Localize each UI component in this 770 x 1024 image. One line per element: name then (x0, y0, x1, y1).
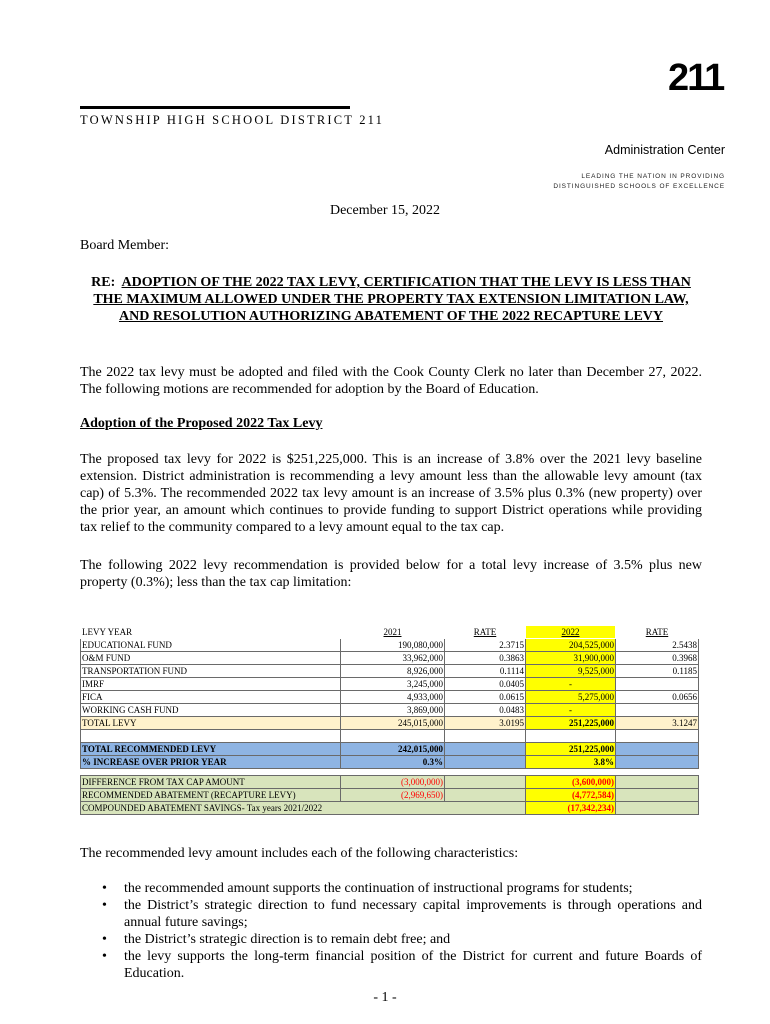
re-prefix: RE: (91, 275, 116, 290)
compounded-row (81, 802, 699, 815)
re-text: ADOPTION OF THE 2022 TAX LEVY, CERTIFICATION THAT THE LEVY IS LESS THAN THE MAXIMUM ALLOWED UNDER THE PROPERTY TAX EXTENSION LIMITATION LAW, AND RESOLUTION AUTHORIZING ABATEMENT OF THE 2022 RECAPTURE LEVY (93, 275, 691, 324)
rate-2022: 0.3968 (616, 652, 699, 665)
value-2022: - (526, 704, 616, 717)
increase-2021: 0.3% (341, 756, 445, 769)
header-2021: 2021 (383, 626, 402, 637)
tagline-line-2: DISTINGUISHED SCHOOLS OF EXCELLENCE (553, 183, 725, 190)
total-levy-row (81, 717, 699, 730)
re-subject (80, 274, 702, 325)
list-item-text: the District’s strategic direction to fund necessary capital improvements is through operations and annual future savings; (124, 898, 702, 930)
spacer-row (81, 730, 699, 743)
recommendation-paragraph: The following 2022 levy recommendation is provided below for a total levy increase of 3.5% plus new property (0.3%); less than the tax cap limitation: (80, 558, 702, 590)
list-item (80, 948, 702, 982)
total-2022: 251,225,000 (526, 717, 616, 730)
characteristics-list (80, 880, 702, 982)
section-heading: Adoption of the Proposed 2022 Tax Levy (80, 416, 323, 431)
total-rate-2021: 3.0195 (445, 717, 526, 730)
difference-label: DIFFERENCE FROM TAX CAP AMOUNT (81, 776, 341, 789)
difference-2022: (3,600,000) (526, 776, 616, 789)
table-row (81, 665, 699, 678)
value-2022: 31,900,000 (526, 652, 616, 665)
list-item-text: the District’s strategic direction is to remain debt free; and (124, 932, 451, 947)
table-row (81, 691, 699, 704)
abatement-2022: (4,772,584) (526, 789, 616, 802)
intro-paragraph: The 2022 tax levy must be adopted and filed with the Cook County Clerk no later than December 27, 2022. The following motions are recommended for adoption by the Board of Education. (80, 365, 702, 397)
fund-label: IMRF (81, 678, 341, 691)
letterhead-rule (80, 106, 350, 109)
list-item-text: the recommended amount supports the continuation of instructional programs for students; (124, 881, 633, 896)
bullet-icon: • (102, 932, 107, 947)
compounded-label: COMPOUNDED ABATEMENT SAVINGS- Tax years 2021/2022 (81, 802, 526, 815)
rate-2021: 0.3863 (445, 652, 526, 665)
value-2021: 3,869,000 (341, 704, 445, 717)
tagline (520, 172, 725, 192)
recommended-2022: 251,225,000 (526, 743, 616, 756)
fund-label: WORKING CASH FUND (81, 704, 341, 717)
list-item (80, 880, 702, 897)
table-row (81, 678, 699, 691)
bullet-icon: • (102, 949, 107, 964)
page-number: - 1 - (373, 990, 397, 1005)
table-row (81, 639, 699, 652)
difference-row (81, 776, 699, 789)
increase-label: % INCREASE OVER PRIOR YEAR (81, 756, 341, 769)
header-rate-2022: RATE (645, 626, 669, 637)
rate-2022: 0.0656 (616, 691, 699, 704)
value-2022: 204,525,000 (526, 639, 616, 652)
difference-2021: (3,000,000) (341, 776, 445, 789)
rate-2021: 0.0483 (445, 704, 526, 717)
list-item (80, 931, 702, 948)
header-rate-2021: RATE (473, 626, 497, 637)
total-label: TOTAL LEVY (81, 717, 341, 730)
bullet-icon: • (102, 898, 107, 913)
increase-row (81, 756, 699, 769)
increase-2022: 3.8% (526, 756, 616, 769)
fund-label: EDUCATIONAL FUND (81, 639, 341, 652)
spacer-row (81, 769, 699, 776)
value-2021: 3,245,000 (341, 678, 445, 691)
tagline-line-1: LEADING THE NATION IN PROVIDING (581, 173, 725, 180)
header-2022: 2022 (526, 626, 616, 639)
fund-label: FICA (81, 691, 341, 704)
rate-2021: 0.0405 (445, 678, 526, 691)
abatement-row (81, 789, 699, 802)
value-2021: 4,933,000 (341, 691, 445, 704)
rate-2022: 0.1185 (616, 665, 699, 678)
fund-label: O&M FUND (81, 652, 341, 665)
recommended-2021: 242,015,000 (341, 743, 445, 756)
compounded-2022: (17,342,234) (526, 802, 616, 815)
characteristics-intro: The recommended levy amount includes each of the following characteristics: (80, 846, 519, 861)
header-levy-year: LEVY YEAR (82, 626, 133, 637)
office-name: Administration Center (604, 143, 725, 157)
value-2022: 5,275,000 (526, 691, 616, 704)
recommended-label: TOTAL RECOMMENDED LEVY (81, 743, 341, 756)
district-name: TOWNSHIP HIGH SCHOOL DISTRICT 211 (80, 113, 385, 127)
rate-2022 (616, 704, 699, 717)
abatement-label: RECOMMENDED ABATEMENT (RECAPTURE LEVY) (81, 789, 341, 802)
rate-2021: 0.1114 (445, 665, 526, 678)
abatement-2021: (2,969,650) (341, 789, 445, 802)
value-2022: 9,525,000 (526, 665, 616, 678)
list-item-text: the levy supports the long-term financial position of the District for current and future Boards of Education. (124, 949, 702, 981)
rate-2022: 2.5438 (616, 639, 699, 652)
levy-paragraph: The proposed tax levy for 2022 is $251,225,000. This is an increase of 3.8% over the 2021 levy baseline extension. District administration is recommending a levy amount less than the allowable levy amount (tax cap) of 5.3%. The recommended 2022 tax levy amount is an increase of 3.5% plus 0.3% (new property) over the prior year, an amount which continues to provide funding to support District operations while providing tax relief to the community compared to a levy amount equal to the tax cap. (80, 452, 702, 535)
total-rate-2022: 3.1247 (616, 717, 699, 730)
levy-table (80, 625, 699, 815)
total-2021: 245,015,000 (341, 717, 445, 730)
rate-2021: 2.3715 (445, 639, 526, 652)
rate-2021: 0.0615 (445, 691, 526, 704)
value-2021: 8,926,000 (341, 665, 445, 678)
bullet-icon: • (102, 881, 107, 896)
table-header-row (81, 626, 699, 639)
letter-date: December 15, 2022 (329, 203, 441, 218)
value-2021: 190,080,000 (341, 639, 445, 652)
district-logo: 211 (668, 57, 724, 99)
value-2022: - (526, 678, 616, 691)
table-row (81, 652, 699, 665)
salutation: Board Member: (80, 238, 170, 253)
fund-label: TRANSPORTATION FUND (81, 665, 341, 678)
table-row (81, 704, 699, 717)
list-item (80, 897, 702, 931)
value-2021: 33,962,000 (341, 652, 445, 665)
rate-2022 (616, 678, 699, 691)
recommended-levy-row (81, 743, 699, 756)
